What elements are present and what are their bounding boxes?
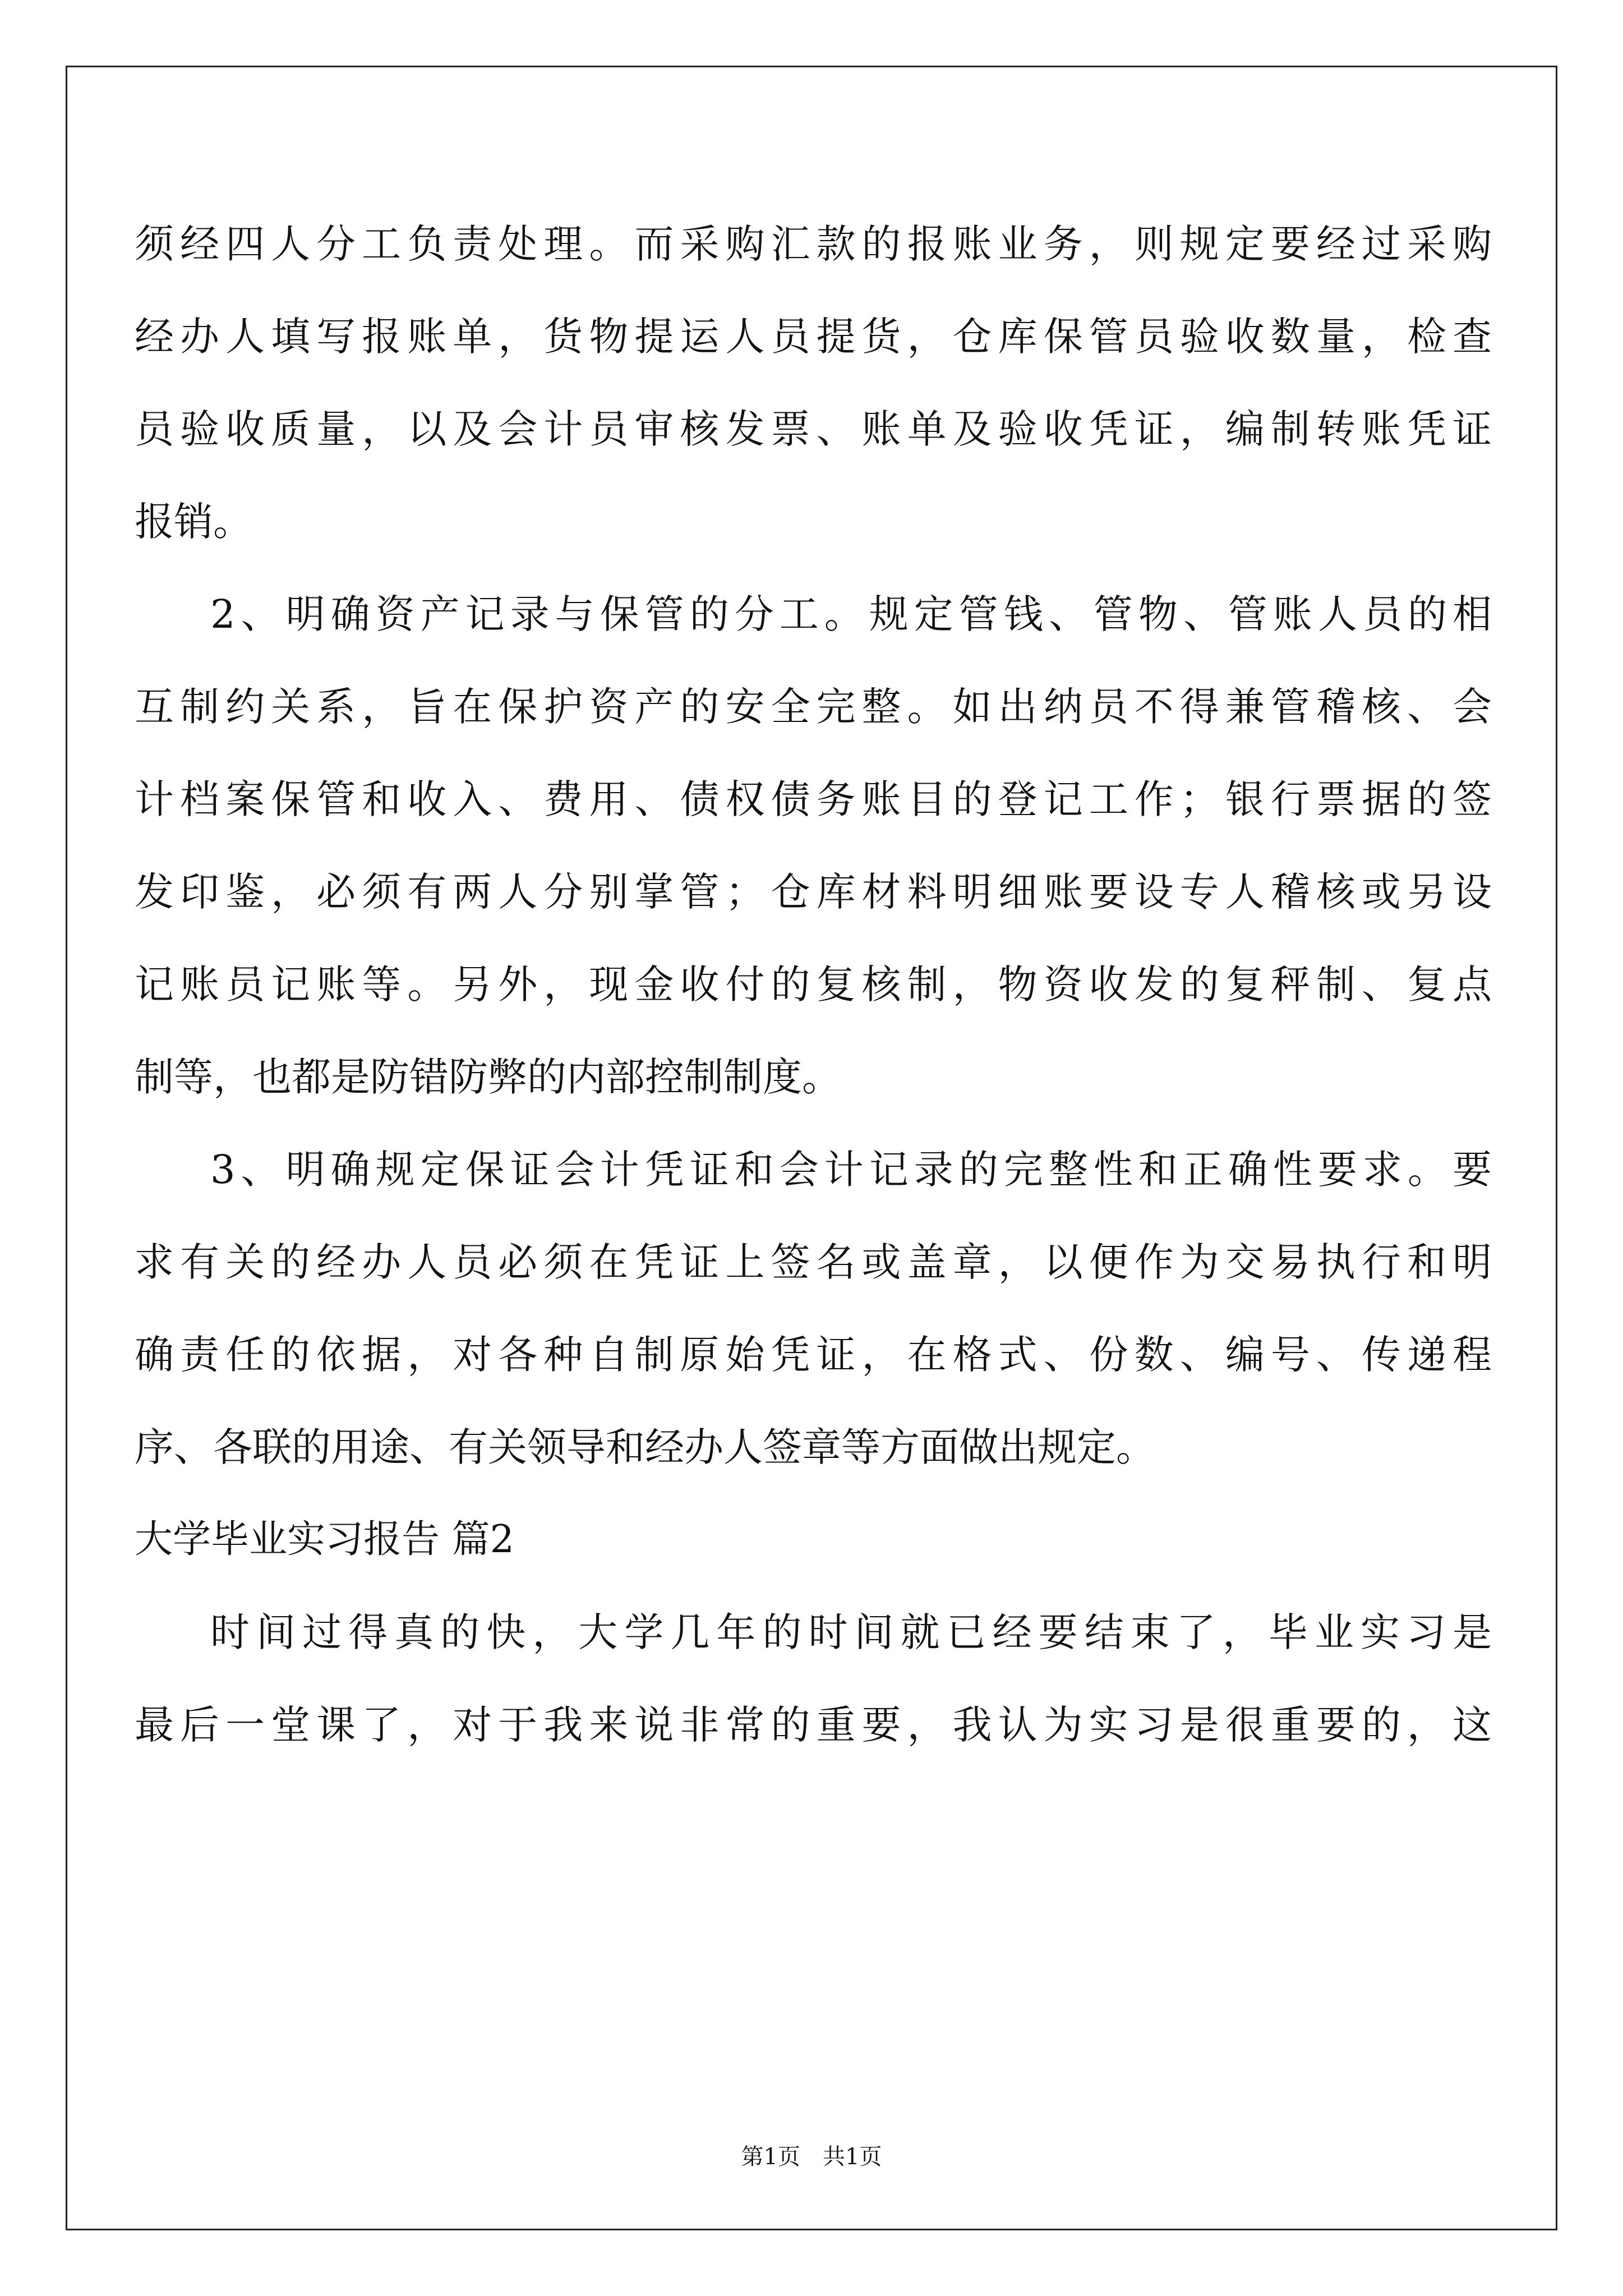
body-line: 确责任的依据，对各种自制原始凭证，在格式、份数、编号、传递程 bbox=[135, 1332, 1492, 1378]
section-heading: 大学毕业实习报告 篇2 bbox=[135, 1517, 514, 1562]
body-line: 最后一堂课了，对于我来说非常的重要，我认为实习是很重要的，这 bbox=[135, 1702, 1492, 1748]
page-number-footer: 第1页 共1页 bbox=[741, 2144, 882, 2170]
paragraph-start: 时间过得真的快，大学几年的时间就已经要结束了，毕业实习是 bbox=[210, 1609, 1492, 1655]
body-line: 发印鉴，必须有两人分别掌管；仓库材料明细账要设专人稽核或另设 bbox=[135, 869, 1492, 915]
body-line: 互制约关系，旨在保护资产的安全完整。如出纳员不得兼管稽核、会 bbox=[135, 684, 1492, 730]
body-line: 经办人填写报账单，货物提运人员提货，仓库保管员验收数量，检查 bbox=[135, 314, 1492, 360]
body-line: 制等，也都是防错防弊的内部控制制度。 bbox=[135, 1054, 841, 1100]
body-line: 记账员记账等。另外，现金收付的复核制，物资收发的复秤制、复点 bbox=[135, 961, 1492, 1007]
paragraph-start-3: 3、明确规定保证会计凭证和会计记录的完整性和正确性要求。要 bbox=[210, 1147, 1492, 1193]
body-line: 报销。 bbox=[135, 499, 252, 545]
body-line: 序、各联的用途、有关领导和经办人签章等方面做出规定。 bbox=[135, 1424, 1155, 1470]
paragraph-start-2: 2、明确资产记录与保管的分工。规定管钱、管物、管账人员的相 bbox=[210, 591, 1492, 637]
body-line: 计档案保管和收入、费用、债权债务账目的登记工作；银行票据的签 bbox=[135, 776, 1492, 822]
body-line: 员验收质量，以及会计员审核发票、账单及验收凭证，编制转账凭证 bbox=[135, 406, 1492, 452]
body-line: 须经四人分工负责处理。而采购汇款的报账业务，则规定要经过采购 bbox=[135, 221, 1492, 267]
body-line: 求有关的经办人员必须在凭证上签名或盖章，以便作为交易执行和明 bbox=[135, 1239, 1492, 1285]
